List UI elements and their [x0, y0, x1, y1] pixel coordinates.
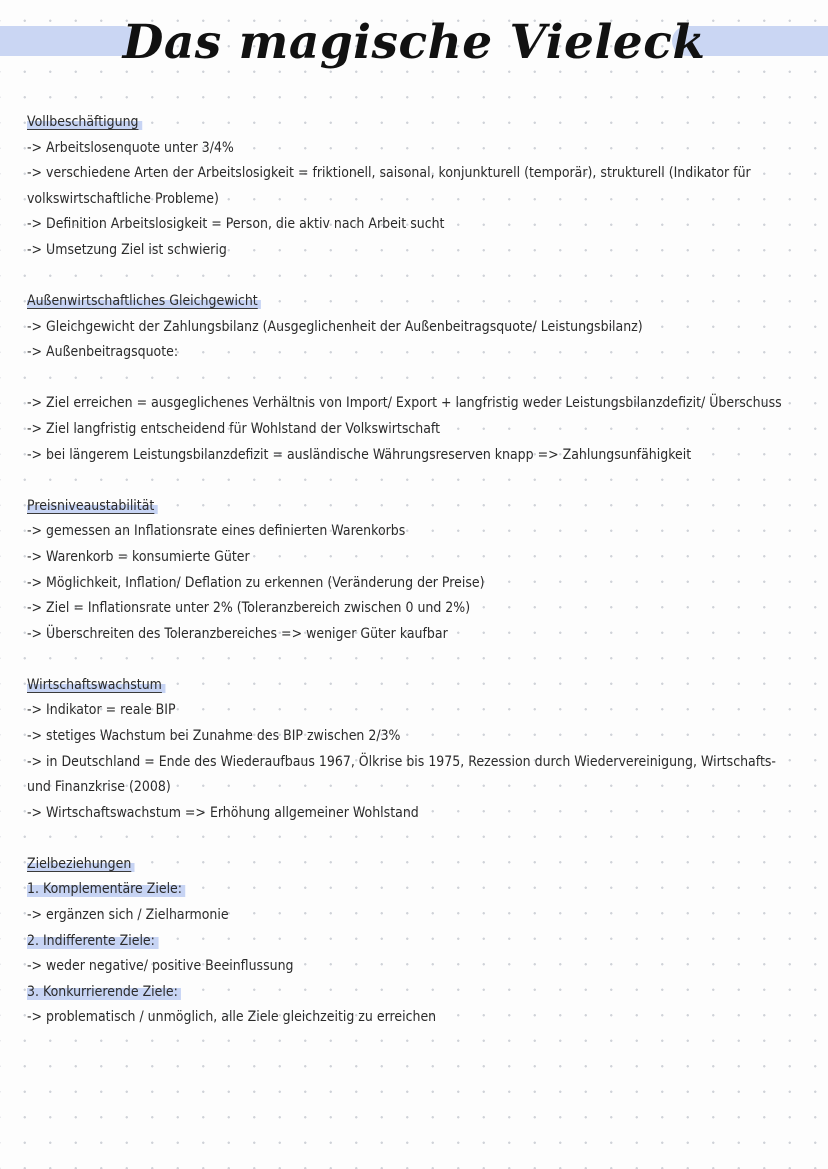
note-line: -> Überschreiten des Toleranzbereiches => weniger Güter kaufbar: [27, 624, 448, 642]
goal-type-label: 2. Indifferente Ziele:: [27, 932, 158, 949]
note-line: -> problematisch / unmöglich, alle Ziele gleichzeitig zu erreichen: [27, 1008, 437, 1026]
note-line: -> Warenkorb = konsumierte Güter: [27, 547, 250, 565]
note-line: -> Ziel langfristig entscheidend für Wohlstand der Volkswirtschaft: [27, 420, 441, 438]
note-line: -> Definition Arbeitslosigkeit = Person, die aktiv nach Arbeit sucht: [27, 215, 445, 233]
goal-type-label: 3. Konkurrierende Ziele:: [27, 983, 181, 1000]
note-line: -> in Deutschland = Ende des Wiederaufbaus 1967, Ölkrise bis 1975, Rezession durch Wiedervereinigung, Wirtschafts- und Finanzkrise (2008): [27, 752, 776, 796]
note-line: -> weder negative/ positive Beeinflussung: [27, 957, 294, 975]
note-line: -> Umsetzung Ziel ist schwierig: [27, 240, 227, 258]
note-line: -> Wirtschaftswachstum => Erhöhung allgemeiner Wohlstand: [27, 803, 419, 821]
section-heading: Vollbeschäftigung: [27, 113, 142, 130]
note-line: -> gemessen an Inflationsrate eines definierten Warenkorbs: [27, 522, 406, 540]
section-zielbeziehungen: [27, 851, 802, 1030]
note-line: -> Gleichgewicht der Zahlungsbilanz (Ausgeglichenheit der Außenbeitragsquote/ Leistungsbilanz): [27, 317, 643, 335]
blank-line: [27, 365, 802, 391]
section-heading: Zielbeziehungen: [27, 855, 135, 872]
section-heading: Wirtschaftswachstum: [27, 676, 165, 693]
note-line: -> Indikator = reale BIP: [27, 701, 176, 719]
note-line: -> ergänzen sich / Zielharmonie: [27, 906, 229, 924]
section-vollbeschaeftigung: [27, 109, 802, 263]
goal-type-label: 1. Komplementäre Ziele:: [27, 880, 185, 897]
note-line: -> Möglichkeit, Inflation/ Deflation zu erkennen (Veränderung der Preise): [27, 573, 485, 591]
note-line: -> Ziel erreichen = ausgeglichenes Verhältnis von Import/ Export + langfristig weder Leistungsbilanzdefizit/ Überschuss: [27, 394, 782, 412]
notes-body: [27, 109, 802, 1056]
section-heading: Außenwirtschaftliches Gleichgewicht: [27, 292, 261, 309]
section-preisniveaustabilitaet: [27, 493, 802, 647]
note-line: -> verschiedene Arten der Arbeitslosigkeit = friktionell, saisonal, konjunkturell (temporär), strukturell (Indikator für volkswirtschaftliche Probleme): [27, 164, 751, 207]
note-line: -> stetiges Wachstum bei Zunahme des BIP zwischen 2/3%: [27, 726, 401, 744]
page-title: Das magische Vieleck: [122, 15, 706, 70]
note-line: -> Ziel = Inflationsrate unter 2% (Toleranzbereich zwischen 0 und 2%): [27, 599, 471, 617]
note-line: -> bei längerem Leistungsbilanzdefizit = ausländische Währungsreserven knapp => Zahlungsunfähigkeit: [27, 445, 692, 463]
section-wirtschaftswachstum: [27, 672, 802, 826]
section-aussenwirtschaft: [27, 288, 802, 467]
note-line: -> Außenbeitragsquote:: [27, 343, 179, 361]
section-heading: Preisniveaustabilität: [27, 497, 158, 514]
note-line: -> Arbeitslosenquote unter 3/4%: [27, 138, 234, 156]
